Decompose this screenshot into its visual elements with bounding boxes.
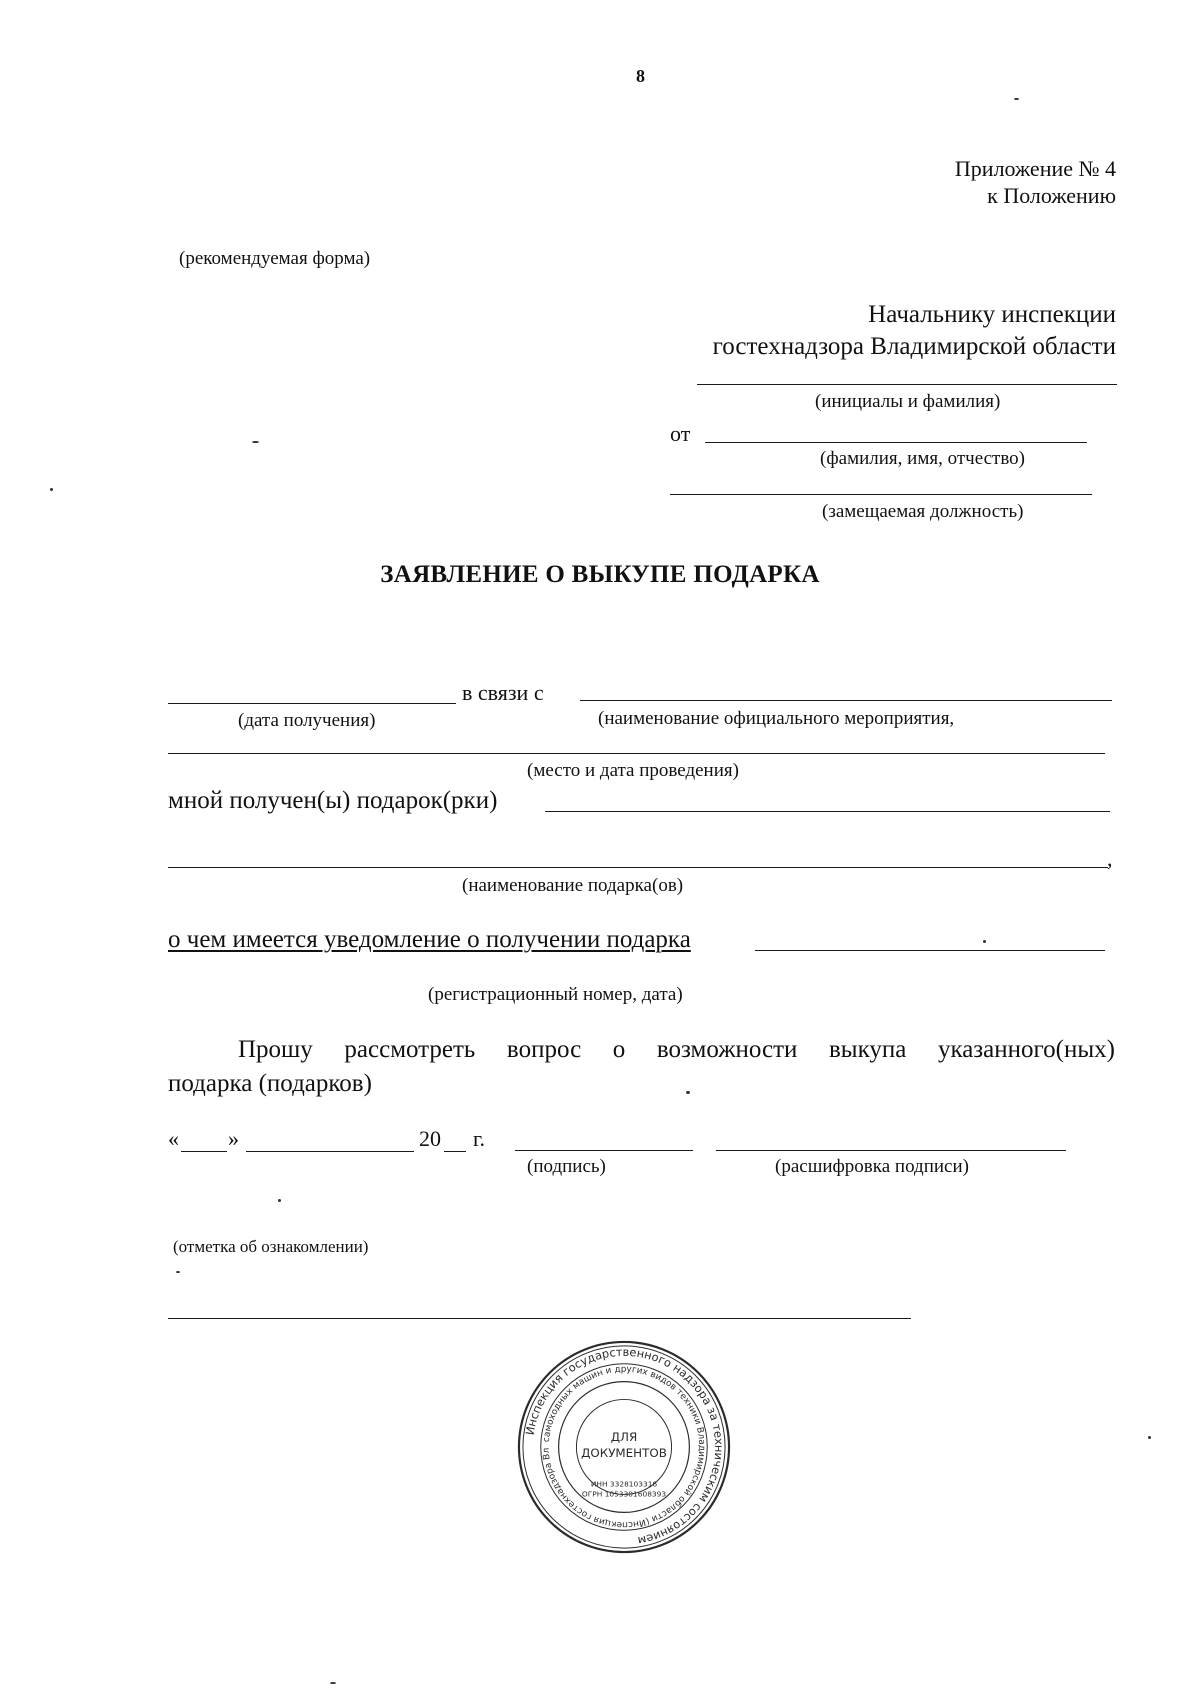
signature-caption: (подпись) — [527, 1156, 606, 1177]
scan-speck — [1014, 98, 1019, 100]
date-received-line[interactable] — [168, 703, 456, 704]
recommended-form-label: (рекомендуемая форма) — [179, 248, 371, 269]
stamp-center-line-2: ДОКУМЕНТОВ — [581, 1445, 667, 1460]
signature-decode-line[interactable] — [716, 1150, 1066, 1151]
appendix-line-2: к Положению — [987, 183, 1116, 208]
initials-line[interactable] — [697, 384, 1117, 385]
notice-reg-line[interactable] — [755, 950, 1105, 951]
stamp-outer-text: Инспекция государственного надзора за техническим состоянием — [522, 1344, 727, 1549]
fio-line[interactable] — [705, 442, 1087, 443]
position-line[interactable] — [670, 494, 1092, 495]
scan-speck — [983, 940, 986, 943]
scan-speck — [686, 1091, 690, 1094]
appendix-line-1: Приложение № 4 — [954, 156, 1116, 181]
stamp-inn: ИНН 3328103316 — [590, 1479, 658, 1489]
scan-speck — [50, 488, 53, 491]
fio-caption: (фамилия, имя, отчество) — [820, 448, 1026, 469]
scan-speck — [252, 441, 259, 443]
position-caption: (замещаемая должность) — [822, 501, 1024, 522]
scan-speck — [330, 1682, 336, 1684]
scan-speck — [278, 1199, 281, 1202]
acknowledgement-caption: (отметка об ознакомлении) — [173, 1237, 369, 1256]
signature-line[interactable] — [515, 1150, 693, 1151]
initials-caption: (инициалы и фамилия) — [815, 391, 1001, 412]
gift-name-line-2[interactable] — [168, 867, 1108, 868]
reg-number-caption: (регистрационный номер, дата) — [428, 984, 683, 1005]
scan-speck — [1148, 1436, 1151, 1439]
acknowledgement-line[interactable] — [168, 1318, 911, 1319]
trailing-comma: , — [1107, 846, 1113, 871]
scan-speck — [176, 1271, 180, 1273]
event-place-line[interactable] — [168, 753, 1105, 754]
date-quote-close: » — [228, 1126, 239, 1151]
stamp-inner-text: самоходных машин и других видов техники Владимирской области (Инспекция гостехнадзора Вл — [541, 1364, 707, 1530]
addressee-line-1: Начальнику инспекции — [868, 301, 1116, 328]
request-line-2: подарка (подарков) — [168, 1070, 372, 1097]
year-line[interactable] — [444, 1151, 466, 1152]
year-suffix: г. — [473, 1126, 486, 1151]
event-name-caption: (наименование официального мероприятия, — [598, 708, 955, 729]
signature-decode-caption: (расшифровка подписи) — [775, 1156, 969, 1177]
stamp-center-line-1: ДЛЯ — [610, 1430, 638, 1445]
gift-name-line-1[interactable] — [545, 811, 1110, 812]
official-stamp — [515, 1338, 733, 1556]
stamp-ogrn: ОГРН 1053301608393 — [581, 1489, 667, 1499]
date-received-caption: (дата получения) — [238, 710, 376, 731]
event-name-line[interactable] — [580, 700, 1112, 701]
event-place-caption: (место и дата проведения) — [527, 760, 739, 781]
date-quote-open: « — [168, 1126, 179, 1151]
in-connection-label: в связи с — [462, 680, 544, 705]
addressee-line-2: гостехнадзора Владимирской области — [712, 333, 1116, 360]
gift-received-label: мной получен(ы) подарок(рки) — [168, 787, 498, 814]
year-prefix: 20 — [419, 1126, 441, 1151]
month-line[interactable] — [246, 1151, 414, 1152]
notice-text: о чем имеется уведомление о получении подарка — [168, 926, 691, 953]
page-number: 8 — [636, 66, 645, 86]
day-line[interactable] — [181, 1151, 227, 1152]
from-label: от — [670, 421, 691, 446]
document-title: ЗАЯВЛЕНИЕ О ВЫКУПЕ ПОДАРКА — [380, 561, 820, 588]
request-line-1: Прошу рассмотреть вопрос о возможности выкупа указанного(ных) — [238, 1036, 1115, 1063]
gift-name-caption: (наименование подарка(ов) — [462, 875, 684, 896]
